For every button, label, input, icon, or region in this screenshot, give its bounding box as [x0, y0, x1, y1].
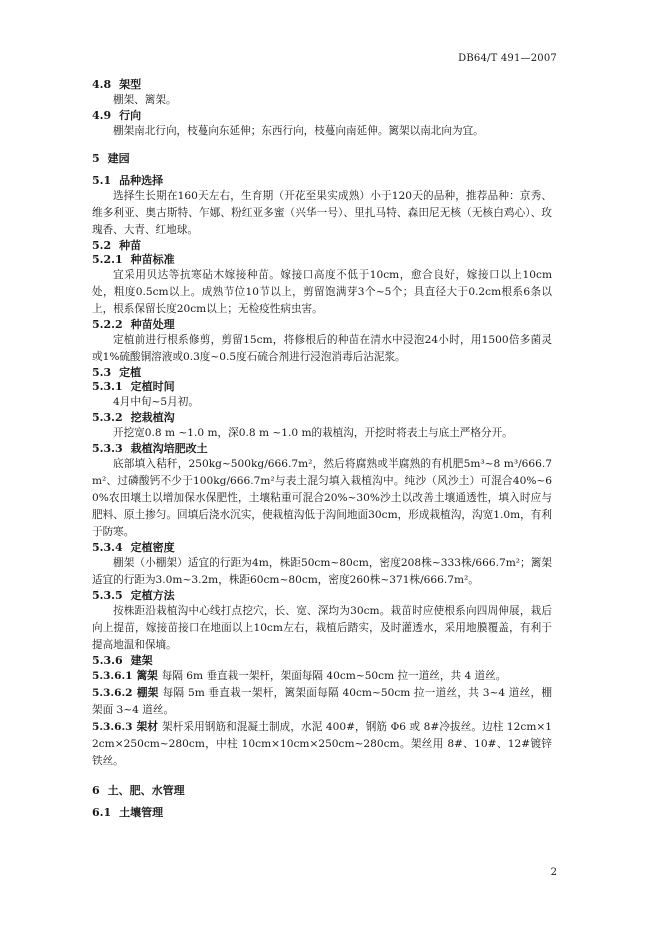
section-heading-5-3-1 — [92, 380, 552, 394]
subsection-number: 5.3.6.2 — [92, 687, 133, 699]
section-number: 5.1 — [92, 174, 112, 187]
section-heading-6 — [92, 784, 552, 798]
subsection-5-3-6-1 — [92, 668, 552, 685]
section-title: 种苗标准 — [130, 253, 175, 266]
section-heading-5-3-3 — [92, 442, 552, 456]
subsection-label: 棚架 — [136, 687, 159, 699]
section-text-4-8: 棚架、篱架。 — [113, 94, 177, 106]
section-number: 6.1 — [92, 806, 112, 819]
section-number: 5 — [92, 152, 100, 165]
subsection-label: 篱架 — [136, 670, 158, 682]
section-number: 5.3.4 — [92, 541, 123, 554]
section-number: 5.3.3 — [92, 442, 123, 455]
section-text-5-3-2: 开挖宽0.8 m ~1.0 m，深0.8 m ~1.0 m的栽植沟，开挖时将表土与底土严格分开。 — [113, 427, 513, 439]
section-title: 栽植沟培肥改土 — [130, 442, 208, 455]
section-heading-5-3 — [92, 366, 552, 380]
section-heading-5-2-2 — [92, 318, 552, 332]
section-heading-5-3-5 — [92, 589, 552, 603]
section-number: 5.2 — [92, 239, 112, 252]
section-title: 挖栽植沟 — [130, 411, 175, 424]
section-title: 种苗 — [119, 239, 142, 252]
section-title: 行向 — [119, 109, 142, 122]
section-text-5-2-1: 宜采用贝达等抗寒砧木嫁接种苗。嫁接口高度不低于10cm，愈合良好，嫁接口以上10cm处，粗度0.5cm以上。成熟节位10节以上，剪留饱满芽3个~5个；具直径大于0.2cm根系6条以上，根系保留长度20cm以上；无检疫性病虫害。 — [92, 269, 552, 315]
section-heading-5-3-2 — [92, 411, 552, 425]
section-heading-4-8 — [92, 78, 552, 92]
section-number: 5.2.2 — [92, 318, 123, 331]
subsection-text: 每隔 5m 垂直栽一架杆，篱架面每隔 40cm~50cm 拉一道丝，共 3~4 道丝，棚架面 3~4 道丝。 — [92, 687, 553, 716]
section-title: 建架 — [130, 654, 153, 667]
section-text-4-9: 棚架南北行向，枝蔓向东延伸；东西行向，枝蔓向南延伸。篱架以南北向为宜。 — [113, 125, 484, 137]
section-number: 4.8 — [92, 78, 112, 91]
section-title: 定植时间 — [130, 380, 175, 393]
section-title: 建园 — [107, 152, 130, 165]
section-heading-5-2-1 — [92, 253, 552, 267]
section-number: 5.3.2 — [92, 411, 123, 424]
section-title: 种苗处理 — [130, 318, 175, 331]
section-text-5-3-1: 4月中旬~5月初。 — [113, 396, 199, 408]
section-heading-5-3-6 — [92, 654, 552, 668]
section-title: 定植方法 — [130, 589, 175, 602]
section-title: 定植密度 — [130, 541, 175, 554]
section-number: 6 — [92, 784, 100, 797]
subsection-5-3-6-3 — [92, 719, 552, 770]
subsection-text: 架杆采用钢筋和混凝土制成，水泥 400#，钢筋 Φ6 或 8#冷拔丝。边柱 12cm×12cm×250cm~280cm，中柱 10cm×10cm×250cm~280cm。架丝用 8#、10#、12#镀锌铁丝。 — [92, 721, 552, 767]
section-title: 架型 — [119, 78, 142, 91]
section-title: 土、肥、水管理 — [107, 784, 185, 797]
page-number: 2 — [550, 867, 557, 878]
section-heading-4-9 — [92, 109, 552, 123]
document-body — [92, 78, 552, 820]
section-number: 5.3.6 — [92, 654, 123, 667]
section-heading-5-1 — [92, 174, 552, 188]
section-number: 4.9 — [92, 109, 112, 122]
section-number: 5.3.1 — [92, 380, 123, 393]
subsection-label: 架材 — [136, 721, 159, 733]
section-heading-5-2 — [92, 239, 552, 253]
subsection-5-3-6-2 — [92, 685, 552, 719]
section-text-5-2-2: 定植前进行根系修剪，剪留15cm，将修根后的种苗在清水中浸泡24小时，用1500倍多菌灵或1%硫酸铜溶液或0.3度~0.5度石硫合剂进行浸泡消毒后沾泥浆。 — [92, 334, 552, 363]
document-code: DB64/T 491—2007 — [458, 53, 557, 64]
section-text-5-3-5: 按株距沿栽植沟中心线打点挖穴，长、宽、深均为30cm。栽苗时应使根系向四周伸展，栽后向上提苗，嫁接苗接口在地面以上10cm左右，栽植后踏实，及时灌透水，采用地膜覆盖，有利于提高地温和保墒。 — [92, 605, 552, 651]
section-number: 5.3 — [92, 366, 112, 379]
subsection-number: 5.3.6.3 — [92, 721, 133, 733]
section-heading-5 — [92, 152, 552, 166]
section-title: 品种选择 — [119, 174, 164, 187]
subsection-number: 5.3.6.1 — [92, 670, 133, 682]
section-title: 定植 — [119, 366, 142, 379]
section-heading-5-3-4 — [92, 541, 552, 555]
section-number: 5.2.1 — [92, 253, 123, 266]
section-heading-6-1 — [92, 806, 552, 820]
section-number: 5.3.5 — [92, 589, 123, 602]
section-text-5-3-4: 棚架（小棚架）适宜的行距为4m，株距50cm~80cm，密度208株~333株/666.7m²；篱架适宜的行距为3.0m~3.2m，株距60cm~80cm，密度260株~371株/666.7m²。 — [92, 557, 552, 586]
subsection-text: 每隔 6m 垂直栽一架杆，架面每隔 40cm~50cm 拉一道丝，共 4 道丝。 — [161, 670, 507, 682]
section-text-5-3-3: 底部填入秸秆，250kg~500kg/666.7m²，然后将腐熟或半腐熟的有机肥5m³~8 m³/666.7m²、过磷酸钙不少于100kg/666.7m²与表土混匀填入栽植沟中。纯沙（风沙土）可混合40%~60%农田壤土以增加保水保肥性，土壤粘重可混合20%~30%沙土以改善土壤通透性，填入时应与肥料、原土掺匀。回填后浇水沉实，使栽植沟低于沟间地面30cm，形成栽植沟，沟宽1.0m，有利于防寒。 — [92, 458, 552, 538]
section-title: 土壤管理 — [119, 806, 164, 819]
section-text-5-1: 选择生长期在160天左右，生育期（开花至果实成熟）小于120天的品种，推荐品种：京秀、维多利亚、奥古斯特、乍娜、粉红亚多蜜（兴华一号）、里扎马特、森田尼无核（无核白鸡心）、玫瑰香、大青、红地球。 — [92, 190, 552, 236]
